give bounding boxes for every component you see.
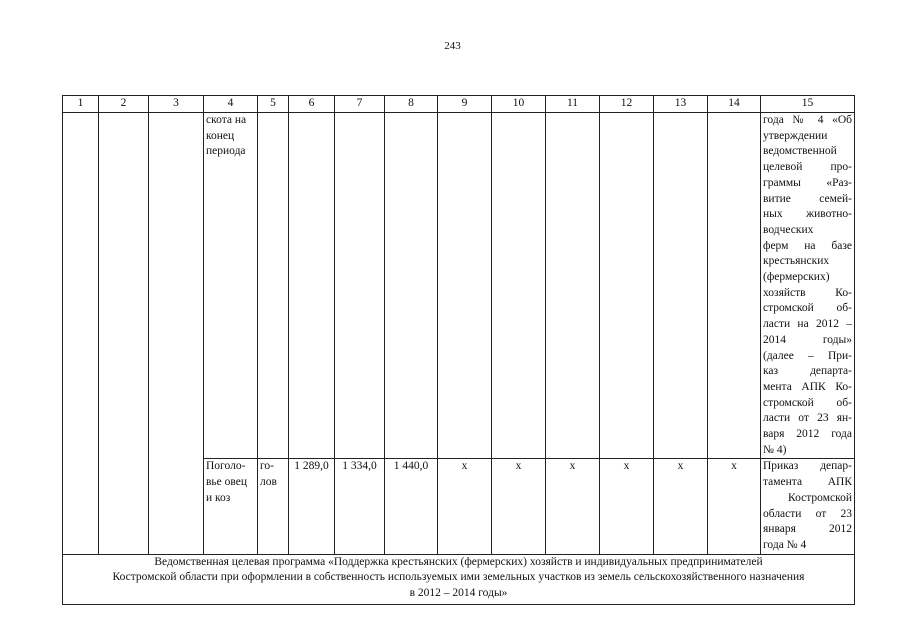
indicator-cell — [204, 459, 258, 554]
col-header-14: 14 — [708, 96, 761, 113]
value-cell — [385, 113, 438, 459]
source-line: варя 2012 года — [763, 428, 852, 441]
indicator-line: конец — [206, 129, 235, 142]
value-cell — [492, 113, 546, 459]
cell-col2-empty — [99, 113, 149, 555]
program-row — [63, 554, 855, 604]
source-cell — [761, 459, 855, 554]
col-header-13: 13 — [654, 96, 708, 113]
indicator-line: вье овец — [206, 476, 248, 489]
value-cell-col11: х — [546, 459, 600, 554]
col-header-11: 11 — [546, 96, 600, 113]
source-line: витие семей- — [763, 192, 852, 205]
col-header-2: 2 — [99, 96, 149, 113]
col-header-7: 7 — [335, 96, 385, 113]
col-header-3: 3 — [149, 96, 204, 113]
col-header-9: 9 — [438, 96, 492, 113]
source-line: области от 23 — [763, 507, 852, 520]
indicator-cell — [204, 113, 258, 459]
source-line: каз департа- — [763, 365, 852, 378]
col-header-10: 10 — [492, 96, 546, 113]
source-line: хозяйств Ко- — [763, 286, 852, 299]
program-line: в 2012 – 2014 годы» — [409, 587, 508, 600]
program-title-cell — [63, 554, 855, 604]
header-row — [63, 96, 855, 113]
source-line: (фермерских) — [763, 271, 830, 284]
col-header-8: 8 — [385, 96, 438, 113]
col-header-1: 1 — [63, 96, 99, 113]
unit-cell — [258, 459, 289, 554]
source-line: крестьянских — [763, 255, 830, 268]
table-row — [63, 113, 855, 459]
source-line: Костромской — [788, 491, 852, 504]
source-line: водческих — [763, 223, 814, 236]
source-line: стромской об- — [763, 302, 852, 315]
page-number: 243 — [444, 40, 461, 52]
unit-line: го- — [260, 460, 275, 473]
source-line: ласти на 2012 – — [763, 318, 852, 331]
value-cell-col8: 1 440,0 — [385, 459, 438, 554]
value-cell-col12: х — [600, 459, 654, 554]
value-cell-col7: 1 334,0 — [335, 459, 385, 554]
data-table — [62, 95, 855, 605]
value-cell — [708, 113, 761, 459]
source-cell — [761, 113, 855, 459]
source-line: ведомственной — [763, 145, 837, 158]
source-line: года № 4 «Об — [763, 114, 852, 126]
source-line: целевой про- — [763, 161, 852, 174]
source-line: ласти от 23 ян- — [763, 412, 852, 425]
program-line: Ведомственная целевая программа «Поддержка крестьянских (фермерских) хозяйств и индивидуальных предпринимателей — [154, 555, 763, 568]
source-line: ферм на базе — [763, 239, 852, 252]
source-line: граммы «Раз- — [763, 176, 852, 189]
value-cell-col10: х — [492, 459, 546, 554]
unit-line: лов — [260, 476, 277, 489]
value-cell — [546, 113, 600, 459]
program-line: Костромской области при оформлении в собственность используемых ими земельных участков из земель сельскохозяйственного назначения — [112, 571, 805, 584]
col-header-5: 5 — [258, 96, 289, 113]
source-line: утверждении — [763, 129, 828, 142]
value-cell-col6: 1 289,0 — [289, 459, 335, 554]
source-line: № 4) — [763, 443, 787, 456]
value-cell — [600, 113, 654, 459]
value-cell — [289, 113, 335, 459]
value-cell — [335, 113, 385, 459]
indicator-line: Поголо- — [206, 460, 246, 473]
source-line: (далее – При- — [763, 349, 852, 362]
source-line: мента АПК Ко- — [763, 380, 852, 393]
source-line: стромской об- — [763, 396, 852, 409]
value-cell — [438, 113, 492, 459]
unit-cell — [258, 113, 289, 459]
source-line: 2014 годы» — [763, 333, 852, 346]
cell-col1-empty — [63, 113, 99, 555]
value-cell-col13: х — [654, 459, 708, 554]
col-header-4: 4 — [204, 96, 258, 113]
value-cell-col9: х — [438, 459, 492, 554]
indicator-line: скота на — [206, 114, 247, 126]
value-cell — [654, 113, 708, 459]
source-line: ных животно- — [763, 208, 852, 221]
source-line: года № 4 — [763, 538, 807, 551]
source-line: тамента АПК — [763, 476, 852, 489]
source-line: января 2012 — [763, 523, 852, 536]
source-line: Приказ депар- — [763, 460, 852, 473]
col-header-12: 12 — [600, 96, 654, 113]
col-header-6: 6 — [289, 96, 335, 113]
indicator-line: и коз — [206, 491, 231, 504]
indicator-line: периода — [206, 145, 246, 158]
col-header-15: 15 — [761, 96, 855, 113]
value-cell-col14: х — [708, 459, 761, 554]
cell-col3-empty — [149, 113, 204, 555]
